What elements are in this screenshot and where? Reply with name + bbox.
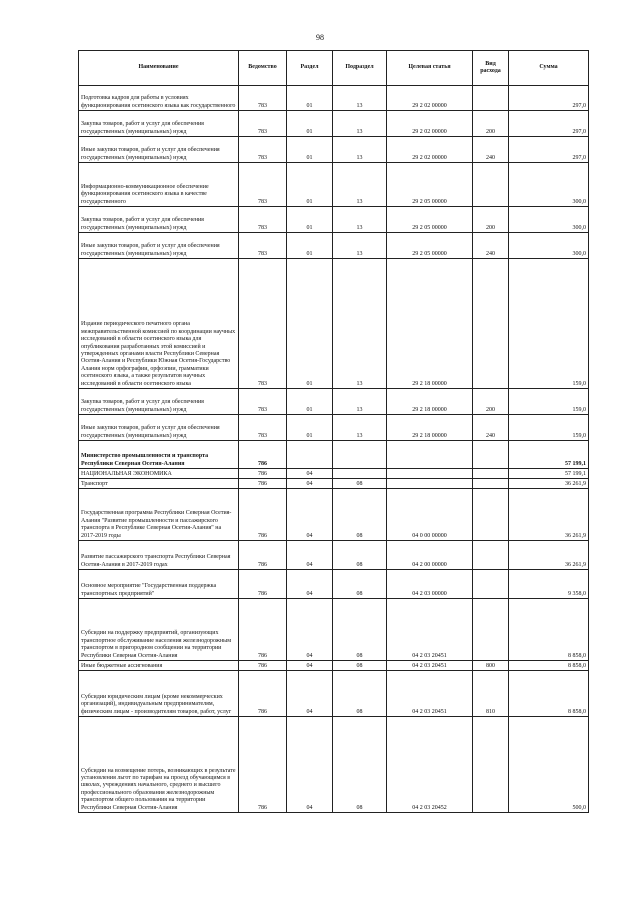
cell-section: 01 — [287, 389, 333, 415]
cell-section: 04 — [287, 541, 333, 570]
cell-subsection: 13 — [333, 163, 387, 207]
cell-target — [387, 479, 473, 489]
cell-target: 04 2 03 00000 — [387, 570, 473, 599]
cell-subsection: 08 — [333, 489, 387, 541]
cell-name: Министерство промышленности и транспорта Республики Северная Осетия-Алания — [79, 441, 239, 469]
cell-expense-type: 200 — [473, 207, 509, 233]
cell-target: 04 2 03 20452 — [387, 717, 473, 813]
cell-name: Подготовка кадров для работы в условиях функционирования осетинского языка как государственного — [79, 86, 239, 111]
table-row — [79, 163, 589, 207]
cell-ministry: 783 — [239, 233, 287, 259]
cell-sum: 297,0 — [509, 111, 589, 137]
cell-sum: 159,0 — [509, 415, 589, 441]
cell-sum: 300,0 — [509, 207, 589, 233]
cell-ministry: 786 — [239, 570, 287, 599]
cell-sum: 8 858,0 — [509, 671, 589, 717]
table-row — [79, 233, 589, 259]
cell-name: Основное мероприятие "Государственная поддержка транспортных предприятий" — [79, 570, 239, 599]
cell-target: 29 2 05 00000 — [387, 163, 473, 207]
cell-section: 01 — [287, 111, 333, 137]
cell-subsection — [333, 469, 387, 479]
cell-sum: 36 261,9 — [509, 479, 589, 489]
table-row — [79, 111, 589, 137]
cell-name: Иные закупки товаров, работ и услуг для обеспечения государственных (муниципальных) нужд — [79, 233, 239, 259]
cell-sum: 57 199,1 — [509, 469, 589, 479]
cell-sum: 8 858,0 — [509, 599, 589, 661]
cell-section: 04 — [287, 469, 333, 479]
cell-sum: 8 858,0 — [509, 661, 589, 671]
cell-subsection: 08 — [333, 671, 387, 717]
cell-name: Транспорт — [79, 479, 239, 489]
cell-ministry: 783 — [239, 111, 287, 137]
cell-ministry: 786 — [239, 441, 287, 469]
table-row — [79, 671, 589, 717]
cell-target — [387, 469, 473, 479]
table-row — [79, 599, 589, 661]
cell-expense-type — [473, 599, 509, 661]
cell-target: 29 2 18 00000 — [387, 259, 473, 389]
cell-sum: 36 261,9 — [509, 541, 589, 570]
cell-target: 04 2 03 20451 — [387, 599, 473, 661]
table-row — [79, 207, 589, 233]
cell-section: 04 — [287, 599, 333, 661]
cell-expense-type: 800 — [473, 661, 509, 671]
cell-sum: 300,0 — [509, 233, 589, 259]
table-row — [79, 389, 589, 415]
cell-section: 04 — [287, 479, 333, 489]
cell-subsection: 13 — [333, 137, 387, 163]
cell-subsection: 08 — [333, 541, 387, 570]
cell-section: 01 — [287, 207, 333, 233]
cell-target: 29 2 05 00000 — [387, 233, 473, 259]
cell-name: Закупка товаров, работ и услуг для обеспечения государственных (муниципальных) нужд — [79, 207, 239, 233]
cell-sum: 9 358,0 — [509, 570, 589, 599]
cell-expense-type — [473, 570, 509, 599]
cell-ministry: 783 — [239, 163, 287, 207]
table-row — [79, 541, 589, 570]
cell-subsection: 13 — [333, 111, 387, 137]
cell-section: 04 — [287, 489, 333, 541]
cell-subsection — [333, 441, 387, 469]
cell-ministry: 786 — [239, 479, 287, 489]
table-header-row — [79, 51, 589, 86]
header-expense-type: Вид расхода — [473, 51, 509, 86]
header-name: Наименование — [79, 51, 239, 86]
cell-subsection: 13 — [333, 207, 387, 233]
cell-expense-type — [473, 479, 509, 489]
table-row — [79, 259, 589, 389]
cell-section: 04 — [287, 671, 333, 717]
cell-expense-type — [473, 86, 509, 111]
cell-section: 04 — [287, 661, 333, 671]
cell-section: 01 — [287, 415, 333, 441]
cell-name: Развитие пассажирского транспорта Республики Северная Осетия-Алания в 2017-2019 годах — [79, 541, 239, 570]
cell-target — [387, 441, 473, 469]
cell-target: 04 0 00 00000 — [387, 489, 473, 541]
cell-expense-type: 240 — [473, 137, 509, 163]
cell-name: Иные бюджетные ассигнования — [79, 661, 239, 671]
cell-expense-type: 240 — [473, 233, 509, 259]
table-row — [79, 479, 589, 489]
header-subsection: Подраздел — [333, 51, 387, 86]
cell-sum: 297,0 — [509, 86, 589, 111]
cell-subsection: 08 — [333, 717, 387, 813]
cell-name: Издание периодического печатного органа межправительственной комиссией по координации научных исследований в области осетинского языка для опубликования разработанных этой комиссией и утвержденных органами власти Республики Северная Осетия-Алания и Республики Южная Осетия-Государство Алания норм орфографии, орфоэпии, грамматики осетинского языка, а также результатов научных исследований в области осетинского языка — [79, 259, 239, 389]
cell-section: 01 — [287, 233, 333, 259]
table-row — [79, 489, 589, 541]
cell-subsection: 08 — [333, 661, 387, 671]
cell-target: 29 2 02 00000 — [387, 111, 473, 137]
cell-ministry: 783 — [239, 389, 287, 415]
cell-subsection: 13 — [333, 233, 387, 259]
cell-section: 04 — [287, 570, 333, 599]
cell-ministry: 783 — [239, 137, 287, 163]
cell-section: 04 — [287, 717, 333, 813]
cell-section: 01 — [287, 259, 333, 389]
table-row — [79, 717, 589, 813]
cell-section: 01 — [287, 137, 333, 163]
cell-name: Иные закупки товаров, работ и услуг для обеспечения государственных (муниципальных) нужд — [79, 415, 239, 441]
cell-name: Субсидии на поддержку предприятий, организующих транспортное обслуживание населения железнодорожным транспортом в пригородном сообщении на территории Республики Северная Осетия-Алания — [79, 599, 239, 661]
cell-section: 01 — [287, 86, 333, 111]
cell-sum: 36 261,9 — [509, 489, 589, 541]
cell-expense-type: 810 — [473, 671, 509, 717]
cell-name: Информационно-коммуникационное обеспечение функционирования осетинского языка в качестве государственного — [79, 163, 239, 207]
cell-expense-type — [473, 259, 509, 389]
cell-ministry: 783 — [239, 207, 287, 233]
cell-ministry: 786 — [239, 671, 287, 717]
cell-sum: 500,0 — [509, 717, 589, 813]
header-target: Целевая статья — [387, 51, 473, 86]
cell-ministry: 786 — [239, 541, 287, 570]
cell-expense-type — [473, 441, 509, 469]
cell-ministry: 783 — [239, 86, 287, 111]
table-row — [79, 415, 589, 441]
cell-target: 29 2 18 00000 — [387, 389, 473, 415]
table-row — [79, 570, 589, 599]
cell-sum: 159,0 — [509, 259, 589, 389]
cell-target: 04 2 00 00000 — [387, 541, 473, 570]
cell-ministry: 786 — [239, 717, 287, 813]
table-row — [79, 86, 589, 111]
cell-subsection: 08 — [333, 570, 387, 599]
cell-name: Государственная программа Республики Северная Осетия-Алания "Развитие промышленности и пассажирского транспорта в Республике Северная Осетия-Алания" на 2017-2019 годы — [79, 489, 239, 541]
cell-subsection: 08 — [333, 479, 387, 489]
cell-expense-type: 240 — [473, 415, 509, 441]
cell-name: Субсидии юридическим лицам (кроме некоммерческих организаций), индивидуальным предпринимателям, физическим лицам - производителям товаров, работ, услуг — [79, 671, 239, 717]
cell-expense-type: 200 — [473, 111, 509, 137]
cell-sum: 57 199,1 — [509, 441, 589, 469]
cell-expense-type — [473, 489, 509, 541]
budget-table — [78, 50, 589, 813]
cell-section: 01 — [287, 163, 333, 207]
header-sum: Сумма — [509, 51, 589, 86]
cell-name: Закупка товаров, работ и услуг для обеспечения государственных (муниципальных) нужд — [79, 111, 239, 137]
header-section: Раздел — [287, 51, 333, 86]
cell-expense-type: 200 — [473, 389, 509, 415]
cell-ministry: 783 — [239, 259, 287, 389]
cell-target: 29 2 02 00000 — [387, 86, 473, 111]
cell-expense-type — [473, 469, 509, 479]
cell-sum: 297,0 — [509, 137, 589, 163]
cell-name: Субсидии на возмещение потерь, возникающих в результате установления льгот по тарифам на проезд обучающимся в школах, учреждениях начального, среднего и высшего профессионального образования железнодорожным транспортом общего пользования на территории Республики Северная Осетия-Алания — [79, 717, 239, 813]
cell-sum: 300,0 — [509, 163, 589, 207]
cell-target: 29 2 02 00000 — [387, 137, 473, 163]
cell-section — [287, 441, 333, 469]
cell-ministry: 786 — [239, 489, 287, 541]
cell-expense-type — [473, 163, 509, 207]
table-row — [79, 441, 589, 469]
cell-subsection: 08 — [333, 599, 387, 661]
cell-subsection: 13 — [333, 415, 387, 441]
cell-name: НАЦИОНАЛЬНАЯ ЭКОНОМИКА — [79, 469, 239, 479]
table-row — [79, 137, 589, 163]
cell-target: 04 2 03 20451 — [387, 661, 473, 671]
cell-ministry: 786 — [239, 661, 287, 671]
cell-subsection: 13 — [333, 86, 387, 111]
page-number: 98 — [316, 33, 324, 42]
header-ministry: Ведомство — [239, 51, 287, 86]
cell-expense-type — [473, 541, 509, 570]
cell-subsection: 13 — [333, 259, 387, 389]
cell-name: Иные закупки товаров, работ и услуг для обеспечения государственных (муниципальных) нужд — [79, 137, 239, 163]
cell-subsection: 13 — [333, 389, 387, 415]
cell-expense-type — [473, 717, 509, 813]
cell-target: 04 2 03 20451 — [387, 671, 473, 717]
table-row — [79, 661, 589, 671]
cell-target: 29 2 05 00000 — [387, 207, 473, 233]
table-row — [79, 469, 589, 479]
cell-target: 29 2 18 00000 — [387, 415, 473, 441]
cell-ministry: 786 — [239, 469, 287, 479]
cell-ministry: 786 — [239, 599, 287, 661]
cell-name: Закупка товаров, работ и услуг для обеспечения государственных (муниципальных) нужд — [79, 389, 239, 415]
cell-ministry: 783 — [239, 415, 287, 441]
cell-sum: 159,0 — [509, 389, 589, 415]
